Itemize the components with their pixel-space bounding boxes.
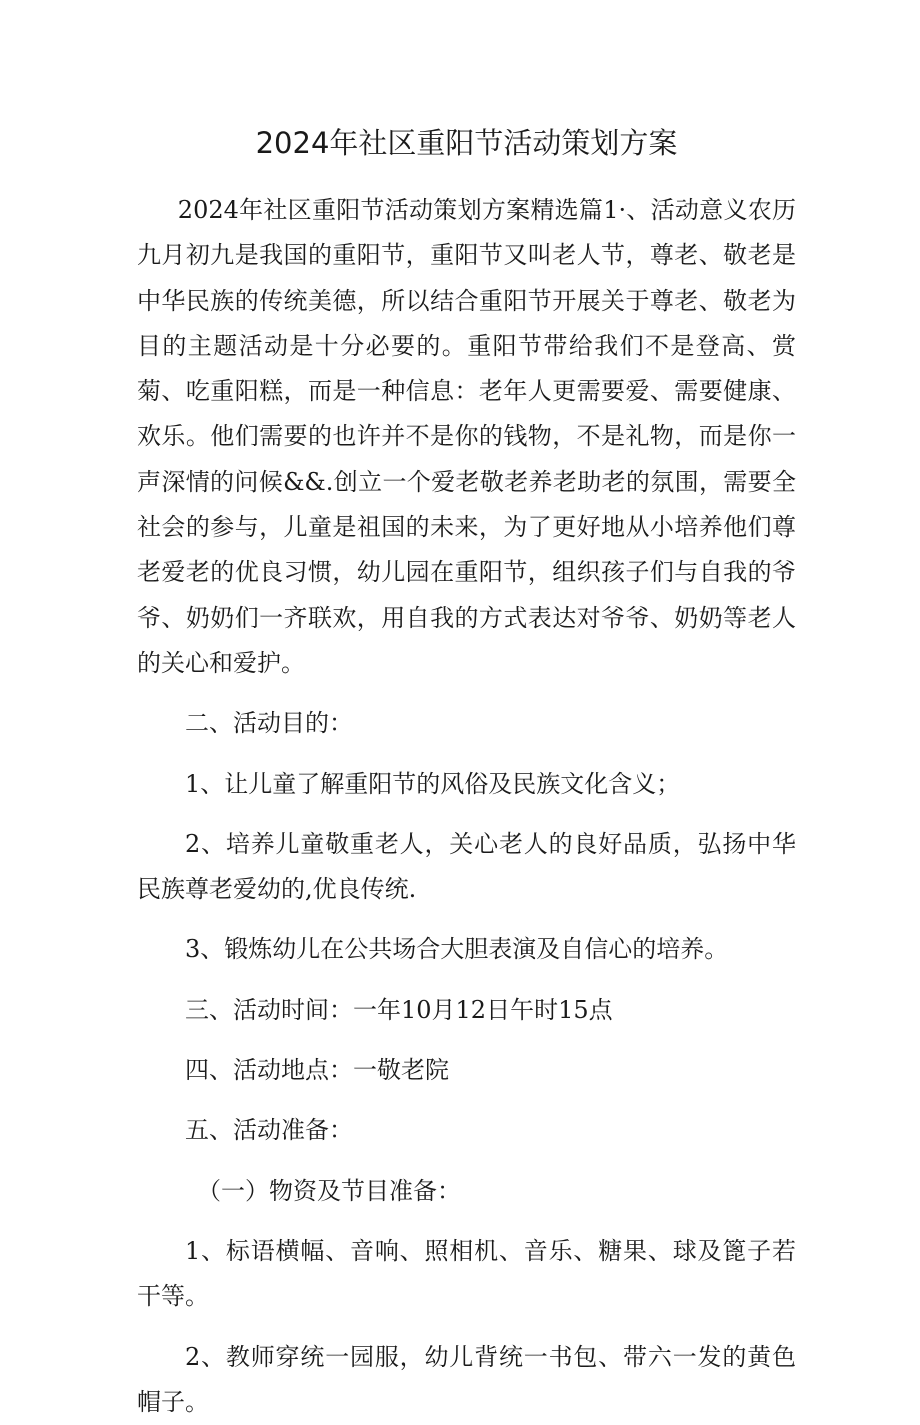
activity-time: 三、活动时间：一年10月12日午时15点 [185, 995, 613, 1024]
activity-location: 四、活动地点：一敬老院 [185, 1056, 449, 1085]
goal-item-2: 2、培养儿童敬重老人，关心老人的良好品质，弘扬中华民族尊老爱幼的,优良传统. [137, 829, 796, 904]
goal-item-1: 1、让儿童了解重阳节的风俗及民族文化含义； [185, 769, 681, 798]
heading-activity-preparation: 五、活动准备： [185, 1116, 353, 1145]
preparation-item-1: 1、标语横幅、音响、照相机、音乐、糖果、球及篦子若干等。 [137, 1236, 796, 1311]
document-title: 2024年社区重阳节活动策划方案 [255, 126, 678, 160]
heading-activity-goals: 二、活动目的： [185, 709, 353, 738]
goal-item-3: 3、锻炼幼儿在公共场合大胆表演及自信心的培养。 [185, 935, 729, 964]
paragraph-activity-meaning: 2024年社区重阳节活动策划方案精选篇1·、活动意义农历九月初九是我国的重阳节，重阳节又叫老人节，尊老、敬老是中华民族的传统美德，所以结合重阳节开展关于尊老、敬老为目的主题活动是十分必要的。重阳节带给我们不是登高、赏菊、吃重阳糕，而是一种信息：老年人更需要爱、需要健康、欢乐。他们需要的也许并不是你的钱物，不是礼物，而是你一声深情的问候&&.创立一个爱老敬老养老助老的氛围，需要全社会的参与，儿童是祖国的未来，为了更好地从小培养他们尊老爱老的优良习惯，幼儿园在重阳节，组织孩子们与自我的爷爷、奶奶们一齐联欢，用自我的方式表达对爷爷、奶奶等老人的关心和爱护。 [137, 196, 796, 677]
preparation-item-2: 2、教师穿统一园服，幼儿背统一书包、带六一发的黄色帽子。 [137, 1342, 796, 1416]
subheading-materials-program: （一）物资及节目准备： [197, 1176, 461, 1205]
